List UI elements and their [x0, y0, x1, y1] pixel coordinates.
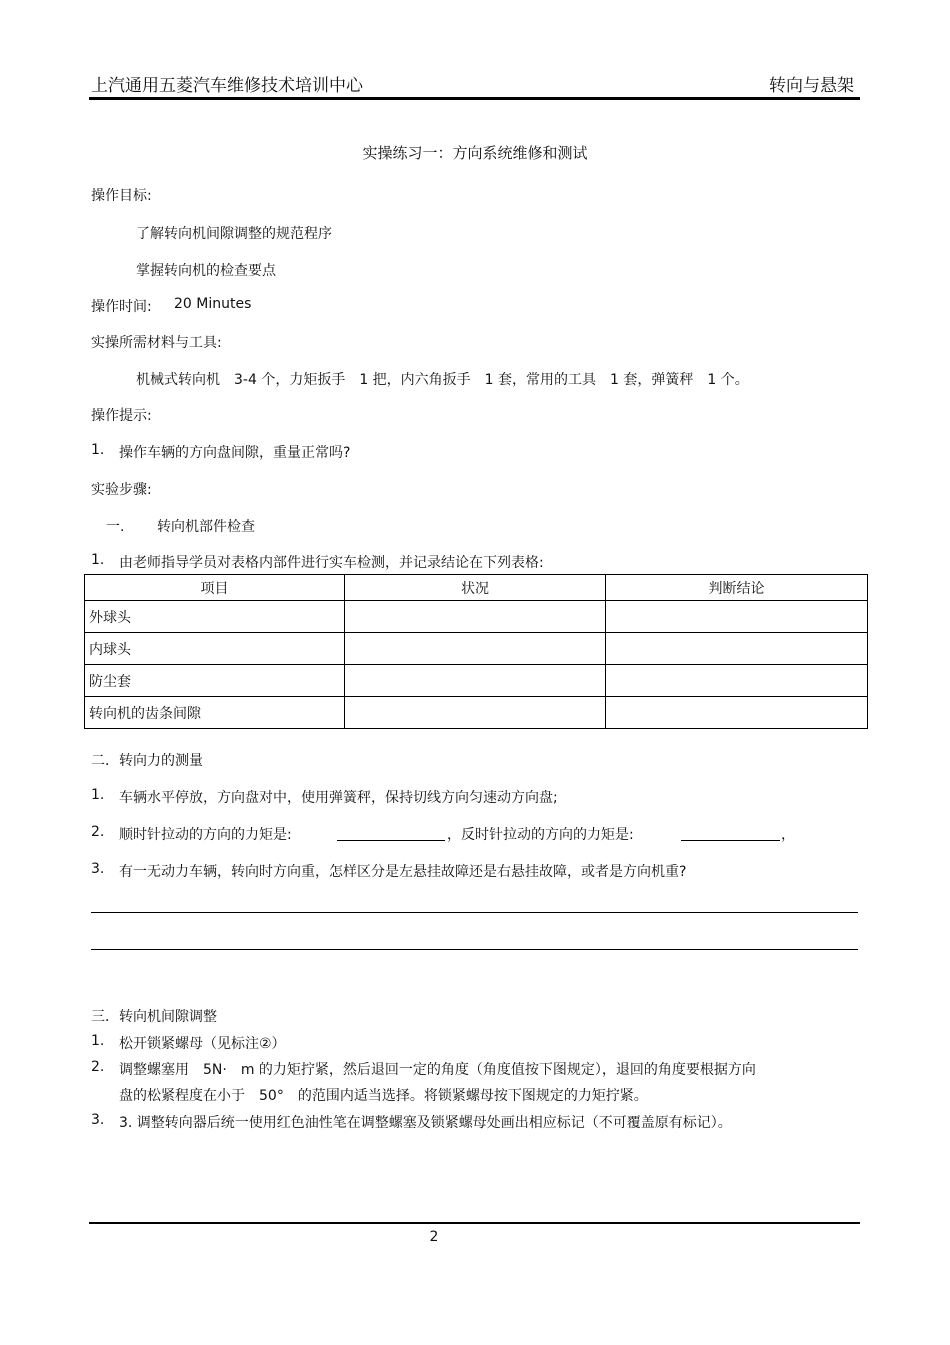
section3-item-text: 调整螺塞用 5N· m 的力矩拧紧，然后退回一定的角度（角度值按下图规定），退回的角度要根据方向: [119, 1062, 756, 1078]
time-label: 操作时间:: [91, 299, 152, 315]
section3-item-text: 3. 调整转向器后统一使用红色油性笔在调整螺塞及锁紧螺母处画出相应标记（不可覆盖原有标记）。: [119, 1115, 732, 1131]
condition-cell[interactable]: [345, 665, 606, 697]
footer-rule: [89, 1222, 860, 1224]
conclusion-cell[interactable]: [606, 601, 868, 633]
row-item: 内球头: [85, 633, 345, 665]
column-header-condition: 状况: [345, 575, 606, 601]
section1-number: 一.: [106, 519, 125, 535]
steps-label: 实验步骤:: [91, 482, 152, 498]
counterclockwise-torque-field[interactable]: [681, 824, 780, 841]
column-header-item: 项目: [85, 575, 345, 601]
table-row: [85, 633, 868, 665]
page-number: 2: [429, 1229, 439, 1245]
tip-number: 1.: [91, 442, 105, 458]
page-title: 实操练习一：方向系统维修和测试: [362, 144, 588, 162]
tips-label: 操作提示:: [91, 408, 152, 424]
counterclockwise-torque-label: ，反时针拉动的方向的力矩是:: [447, 827, 634, 843]
condition-cell[interactable]: [345, 697, 606, 729]
row-item: 外球头: [85, 601, 345, 633]
header-chapter: 转向与悬架: [769, 76, 854, 96]
clockwise-torque-label: 顺时针拉动的方向的力矩是:: [119, 827, 292, 843]
section3-item-number: 1.: [91, 1033, 105, 1049]
clockwise-torque-field[interactable]: [337, 824, 445, 841]
table-header-row: [85, 575, 868, 601]
section2-item-text: 有一无动力车辆，转向时方向重，怎样区分是左悬挂故障还是右悬挂故障，或者是方向机重?: [119, 864, 687, 880]
tip-text: 操作车辆的方向盘间隙，重量正常吗?: [119, 445, 351, 461]
inspection-table: [84, 574, 868, 729]
section1-step-number: 1.: [91, 552, 105, 568]
section2-item-text: 车辆水平停放，方向盘对中，使用弹簧秤，保持切线方向匀速动方向盘;: [119, 790, 558, 806]
conclusion-cell[interactable]: [606, 665, 868, 697]
objective-item: 了解转向机间隙调整的规范程序: [136, 226, 332, 242]
materials-text: 机械式转向机 3-4 个，力矩扳手 1 把，内六角扳手 1 套，常用的工具 1 套，弹簧秤 1 个。: [136, 372, 749, 388]
time-value: 20 Minutes: [174, 296, 252, 312]
answer-line[interactable]: [91, 949, 858, 950]
section2-item-number: 2.: [91, 824, 105, 840]
section3-heading: 三．转向机间隙调整: [91, 1009, 217, 1025]
line-end-comma: ，: [781, 827, 795, 843]
row-item: 转向机的齿条间隙: [85, 697, 345, 729]
header-rule: [89, 97, 860, 100]
section3-item-number: 2.: [91, 1059, 105, 1075]
section2-heading: 二．转向力的测量: [91, 753, 203, 769]
column-header-conclusion: 判断结论: [606, 575, 868, 601]
materials-label: 实操所需材料与工具:: [91, 335, 222, 351]
section3-item-text-continued: 盘的松紧程度在小于 50° 的范围内适当选择。将锁紧螺母按下图规定的力矩拧紧。: [119, 1088, 648, 1104]
answer-line[interactable]: [91, 912, 858, 913]
table-row: [85, 665, 868, 697]
condition-cell[interactable]: [345, 601, 606, 633]
header-center-name: 上汽通用五菱汽车维修技术培训中心: [91, 76, 363, 96]
condition-cell[interactable]: [345, 633, 606, 665]
objective-item: 掌握转向机的检查要点: [136, 263, 276, 279]
conclusion-cell[interactable]: [606, 633, 868, 665]
section1-step-text: 由老师指导学员对表格内部件进行实车检测，并记录结论在下列表格:: [119, 555, 544, 571]
table-row: [85, 601, 868, 633]
section1-heading: 转向机部件检查: [157, 519, 255, 535]
section2-item-number: 1.: [91, 787, 105, 803]
conclusion-cell[interactable]: [606, 697, 868, 729]
section2-item-number: 3.: [91, 861, 105, 877]
objective-label: 操作目标:: [91, 188, 152, 204]
row-item: 防尘套: [85, 665, 345, 697]
table-row: [85, 697, 868, 729]
section3-item-number: 3.: [91, 1112, 105, 1128]
section3-item-text: 松开锁紧螺母（见标注②）: [119, 1036, 286, 1052]
